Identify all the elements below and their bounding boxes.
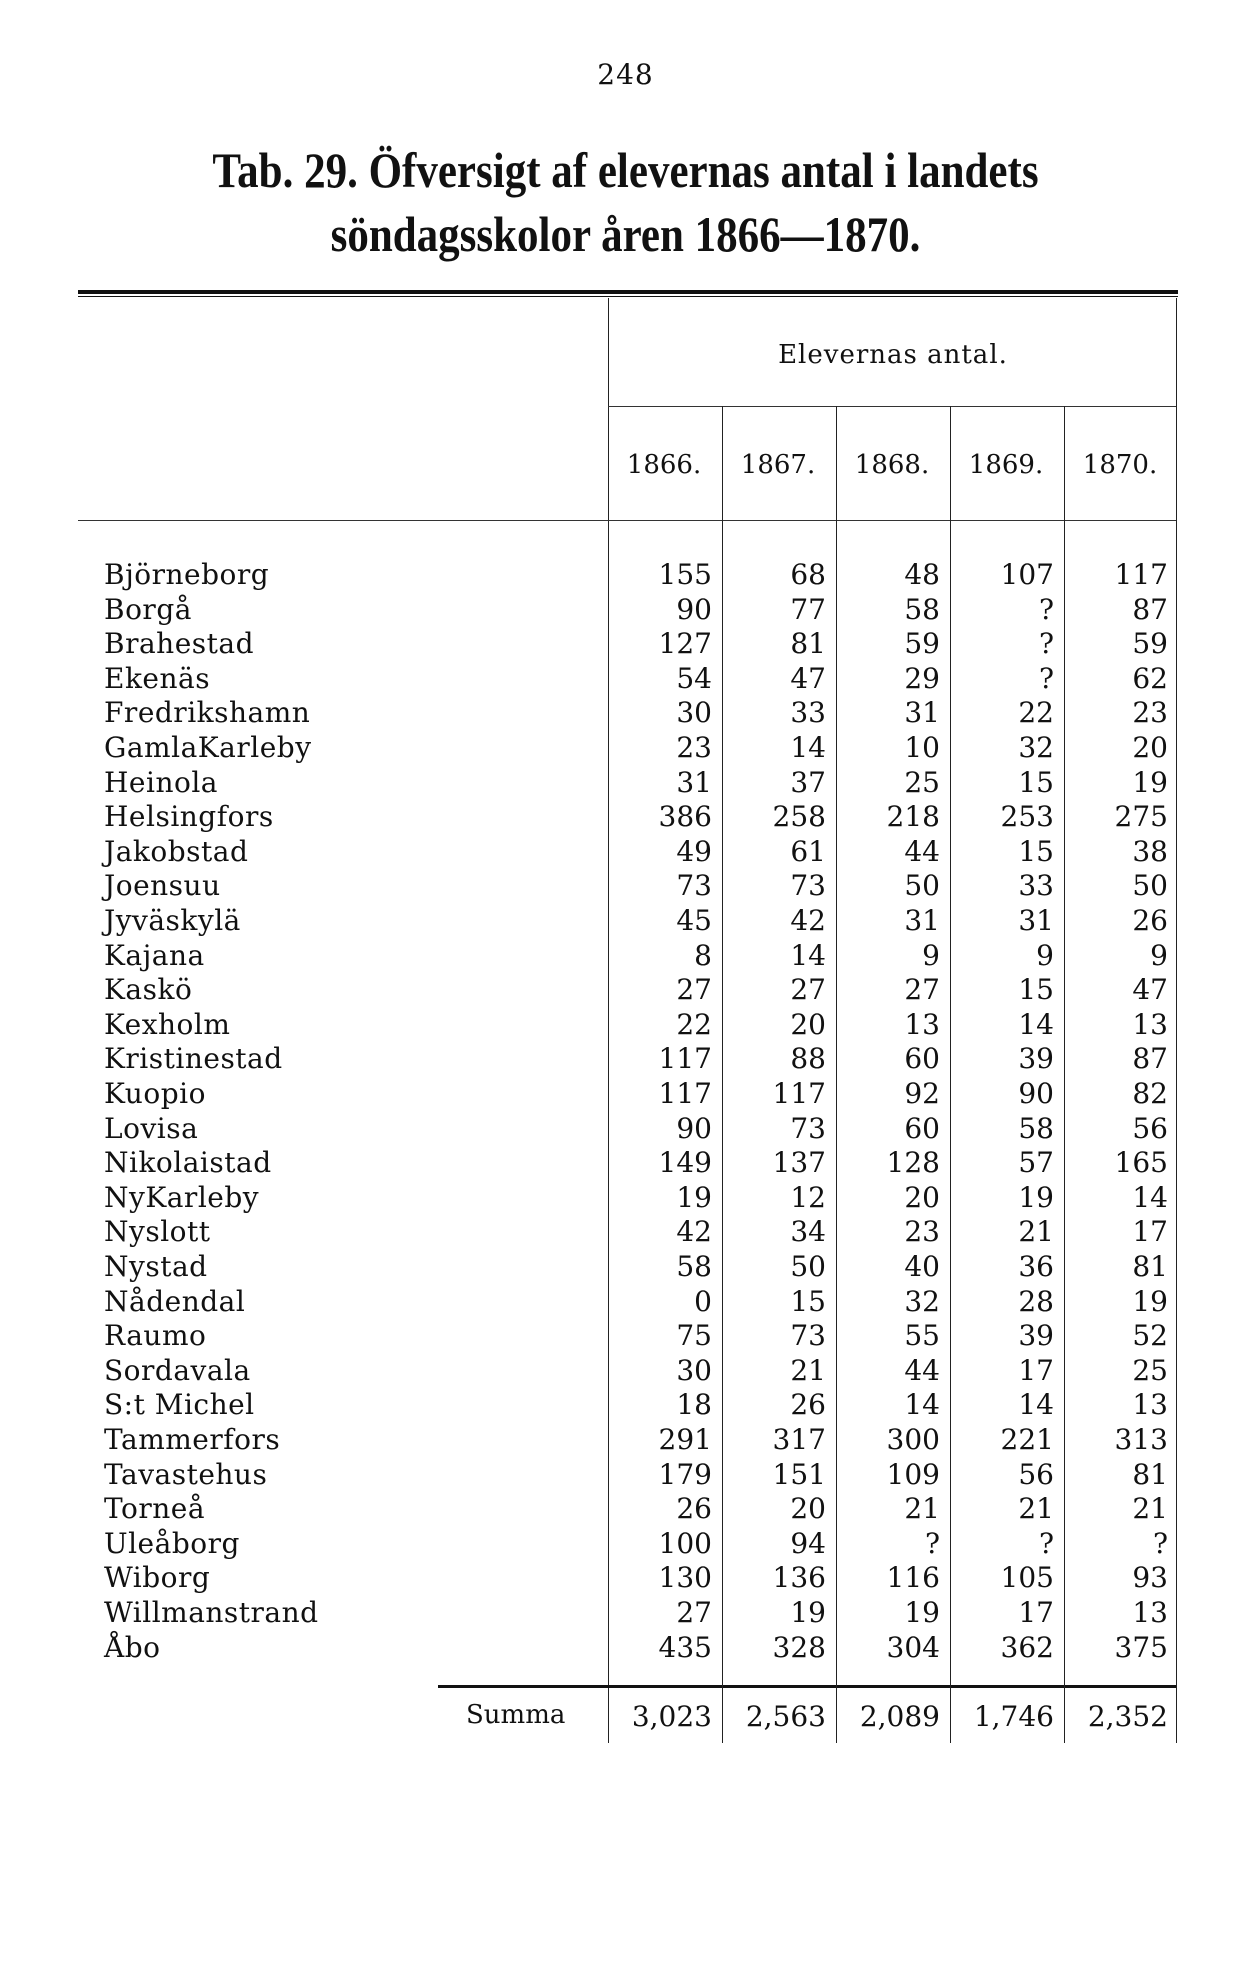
cell-value: 107 [1000,558,1054,591]
town-name: Nådendal [104,1285,251,1318]
cell-value: 77 [790,592,826,626]
cell-value: 17 [1132,1215,1168,1249]
table-row [78,1596,1178,1630]
cell-value: 50 [790,1250,826,1283]
cell-value: 13 [1132,1007,1168,1041]
cell-value: 21 [790,1353,826,1387]
cell-value: 127 [658,627,712,661]
cell-value: 328 [772,1630,826,1664]
cell-value: 128 [886,1146,940,1180]
town-name: Kuopio [104,1077,212,1110]
table-row [78,1215,1178,1249]
cell-value: 42 [676,1215,712,1249]
cell-value: 61 [790,834,826,868]
cell-value: 26 [676,1492,712,1526]
cell-value: 31 [676,765,712,799]
cell-value: 87 [1132,1042,1168,1076]
cell-value: 9 [922,938,940,972]
top-rule-thin [78,296,1178,297]
title-line-1: Tab. 29. Öfversigt af elevernas antal i landets [212,142,1039,198]
cell-value: 54 [676,661,712,695]
cell-value: 27 [676,1596,712,1629]
cell-value: 90 [676,1111,712,1145]
cell-value: 300 [886,1423,940,1456]
cell-value: 92 [904,1077,940,1110]
column-divider [1064,406,1065,1743]
summa-value: 1,746 [973,1700,1054,1733]
top-rule [78,290,1178,294]
cell-value: 12 [790,1180,826,1214]
column-divider [950,406,951,1743]
cell-value: 15 [1018,834,1054,868]
town-name: Sordavala [104,1354,257,1387]
table-row [78,558,1178,592]
town-name: Ekenäs [104,662,216,695]
cell-value: 253 [1000,800,1054,834]
cell-value: 14 [790,938,826,972]
cell-value: 117 [658,1077,712,1110]
town-name: Heinola [104,766,224,799]
table-row [78,1388,1178,1422]
cell-value: 20 [904,1180,940,1214]
table-row [78,1008,1178,1042]
cell-value: 44 [904,1353,940,1387]
town-name: Björneborg [104,558,275,591]
table-row [78,1319,1178,1353]
cell-value: 47 [790,661,826,695]
column-divider [836,406,837,1743]
cell-value: 88 [790,1042,826,1076]
cell-value: 10 [904,731,940,764]
cell-value: 34 [790,1215,826,1249]
town-name: Brahestad [104,627,260,660]
table-row [78,593,1178,627]
cell-value: 22 [1018,696,1054,730]
cell-value: 19 [1132,1284,1168,1318]
table-row [78,904,1178,938]
cell-value: 60 [904,1111,940,1145]
cell-value: 258 [772,800,826,834]
cell-value: 14 [904,1388,940,1422]
cell-value: 59 [904,627,940,661]
cell-value: 52 [1132,1319,1168,1353]
year-header: 1867. [740,450,816,480]
cell-value: 87 [1132,592,1168,626]
table-row [78,939,1178,973]
cell-value: 375 [1114,1630,1168,1664]
cell-value: 60 [904,1042,940,1076]
cell-value: 151 [772,1457,826,1491]
cell-value: 19 [676,1180,712,1214]
summa-value: 2,563 [745,1700,826,1733]
cell-value: 15 [790,1284,826,1318]
cell-value: 27 [676,973,712,1007]
cell-value: 291 [658,1423,712,1456]
cell-value: 75 [676,1319,712,1353]
cell-value: 47 [1132,973,1168,1007]
header-group-rule [608,406,1176,407]
cell-value: 15 [1018,973,1054,1007]
town-name: Helsingfors [104,800,280,833]
cell-value: 39 [1018,1042,1054,1076]
summa-value: 2,352 [1087,1700,1168,1733]
cell-value: 31 [904,696,940,730]
cell-value: 58 [1018,1111,1054,1145]
statistics-table [78,290,1178,1740]
cell-value: 9 [1036,938,1054,972]
cell-value: 19 [1132,765,1168,799]
table-row [78,1492,1178,1526]
table-row [78,731,1178,765]
town-name: Wiborg [104,1561,216,1594]
cell-value: 28 [1018,1284,1054,1318]
cell-value: 117 [772,1077,826,1110]
town-name: Fredrikshamn [104,696,316,729]
table-row [78,1146,1178,1180]
town-name: Nyslott [104,1215,217,1248]
header-group-label: Elevernas antal. [778,340,1008,370]
cell-value: ? [924,1526,940,1560]
cell-value: 20 [790,1007,826,1041]
table-row [78,869,1178,903]
summa-value: 2,089 [859,1700,940,1733]
table-row [78,1527,1178,1561]
cell-value: 20 [790,1492,826,1526]
cell-value: 155 [658,558,712,591]
cell-value: 45 [676,904,712,937]
cell-value: 38 [1132,834,1168,868]
table-row [78,1112,1178,1146]
table-row [78,800,1178,834]
town-name: Uleåborg [104,1527,246,1560]
cell-value: 179 [658,1457,712,1491]
summa-value: 3,023 [631,1700,712,1733]
town-name: Willmanstrand [104,1596,325,1629]
cell-value: 14 [1018,1388,1054,1422]
cell-value: 48 [904,558,940,591]
cell-value: 100 [658,1526,712,1560]
cell-value: 82 [1132,1077,1168,1110]
cell-value: 94 [790,1526,826,1560]
cell-value: 165 [1114,1146,1168,1180]
year-header: 1869. [968,450,1044,480]
cell-value: 14 [1018,1007,1054,1041]
cell-value: 81 [790,627,826,661]
town-name: Kajana [104,939,211,972]
cell-value: 130 [658,1561,712,1595]
cell-value: 27 [790,973,826,1007]
cell-value: 21 [1018,1215,1054,1249]
town-name: Borgå [104,593,198,626]
table-row [78,835,1178,869]
cell-value: 117 [1114,558,1168,591]
cell-value: 116 [886,1561,940,1595]
town-name: Åbo [104,1631,167,1664]
cell-value: 19 [790,1596,826,1629]
cell-value: 275 [1114,800,1168,834]
cell-value: 15 [1018,765,1054,799]
table-row [78,1250,1178,1284]
cell-value: 19 [1018,1180,1054,1214]
cell-value: 50 [904,869,940,903]
cell-value: 36 [1018,1250,1054,1283]
cell-value: 93 [1132,1561,1168,1595]
cell-value: 304 [886,1630,940,1664]
cell-value: 26 [1132,904,1168,937]
table-row [78,1354,1178,1388]
cell-value: 33 [790,696,826,730]
cell-value: 109 [886,1457,940,1491]
cell-value: 58 [676,1250,712,1283]
town-name: Kexholm [104,1008,236,1041]
table-row [78,1042,1178,1076]
town-name: Jyväskylä [104,904,247,937]
title-line-2: söndagsskolor åren 1866—1870. [330,206,921,262]
cell-value: ? [1152,1526,1168,1560]
town-name: Kaskö [104,973,198,1006]
cell-value: 73 [790,1111,826,1145]
town-name: Nystad [104,1250,214,1283]
town-name: Tammerfors [104,1423,286,1456]
table-row [78,1181,1178,1215]
cell-value: ? [1038,627,1054,661]
cell-value: 149 [658,1146,712,1180]
cell-value: 44 [904,834,940,868]
cell-value: 49 [676,834,712,868]
cell-value: 21 [1018,1492,1054,1526]
cell-value: 37 [790,765,826,799]
town-name: GamlaKarleby [104,731,318,764]
year-header: 1866. [626,450,702,480]
cell-value: 137 [772,1146,826,1180]
cell-value: 21 [904,1492,940,1526]
cell-value: 32 [1018,731,1054,764]
cell-value: 29 [904,661,940,695]
cell-value: 81 [1132,1250,1168,1283]
table-row [78,973,1178,1007]
cell-value: 32 [904,1284,940,1318]
cell-value: 62 [1132,661,1168,695]
table-title [88,138,1164,266]
town-name: Kristinestad [104,1042,289,1075]
table-row [78,1458,1178,1492]
header-bottom-rule [78,520,1176,521]
cell-value: 23 [1132,696,1168,730]
table-row [78,1561,1178,1595]
cell-value: 26 [790,1388,826,1422]
year-header: 1870. [1082,450,1158,480]
cell-value: 56 [1132,1111,1168,1145]
column-divider [722,406,723,1743]
table-row [78,627,1178,661]
cell-value: 221 [1000,1423,1054,1456]
cell-value: 56 [1018,1457,1054,1491]
cell-value: 39 [1018,1319,1054,1353]
cell-value: 14 [790,731,826,764]
cell-value: ? [1038,661,1054,695]
cell-value: ? [1038,592,1054,626]
cell-value: 57 [1018,1146,1054,1180]
cell-value: 31 [1018,904,1054,937]
cell-value: 73 [676,869,712,903]
cell-value: 14 [1132,1180,1168,1214]
town-name: Jakobstad [104,835,254,868]
table-row [78,1285,1178,1319]
town-name: Raumo [104,1319,212,1352]
cell-value: 73 [790,1319,826,1353]
cell-value: 218 [886,800,940,834]
cell-value: 90 [1018,1077,1054,1110]
page-number: 248 [597,58,654,91]
cell-value: 58 [904,592,940,626]
cell-value: 42 [790,904,826,937]
cell-value: 27 [904,973,940,1007]
town-name: Joensuu [104,869,227,902]
cell-value: 362 [1000,1630,1054,1664]
cell-value: 18 [676,1388,712,1422]
cell-value: 17 [1018,1353,1054,1387]
table-row [78,1423,1178,1457]
town-name: Lovisa [104,1112,204,1145]
cell-value: 68 [790,558,826,591]
cell-value: 23 [676,731,712,764]
cell-value: 19 [904,1596,940,1629]
cell-value: 90 [676,592,712,626]
cell-value: 435 [658,1630,712,1664]
cell-value: 55 [904,1319,940,1353]
cell-value: 13 [1132,1388,1168,1422]
table-row [78,766,1178,800]
cell-value: 30 [676,1353,712,1387]
cell-value: 386 [658,800,712,834]
cell-value: 31 [904,904,940,937]
cell-value: 117 [658,1042,712,1076]
cell-value: 25 [904,765,940,799]
town-name: Tavastehus [104,1458,273,1491]
cell-value: 50 [1132,869,1168,903]
cell-value: 40 [904,1250,940,1283]
cell-value: 23 [904,1215,940,1249]
table-row [78,696,1178,730]
table-row [78,662,1178,696]
cell-value: 20 [1132,731,1168,764]
table-row [78,1077,1178,1111]
cell-value: 17 [1018,1596,1054,1629]
cell-value: 33 [1018,869,1054,903]
cell-value: 8 [694,938,712,972]
cell-value: 81 [1132,1457,1168,1491]
cell-value: ? [1038,1526,1054,1560]
town-name: S:t Michel [104,1388,261,1421]
year-header: 1868. [854,450,930,480]
cell-value: 59 [1132,627,1168,661]
cell-value: 30 [676,696,712,730]
summa-label: Summa [466,1700,566,1730]
cell-value: 9 [1150,938,1168,972]
cell-value: 0 [694,1284,712,1318]
town-name: Torneå [104,1492,211,1525]
cell-value: 22 [676,1007,712,1041]
town-name: Nikolaistad [104,1146,278,1179]
cell-value: 313 [1114,1423,1168,1456]
cell-value: 136 [772,1561,826,1595]
cell-value: 13 [1132,1596,1168,1629]
cell-value: 25 [1132,1353,1168,1387]
summa-rule [438,1685,1176,1688]
cell-value: 13 [904,1007,940,1041]
cell-value: 317 [772,1423,826,1456]
cell-value: 105 [1000,1561,1054,1595]
table-row [78,1631,1178,1665]
cell-value: 21 [1132,1492,1168,1526]
cell-value: 73 [790,869,826,903]
town-name: NyKarleby [104,1181,265,1214]
